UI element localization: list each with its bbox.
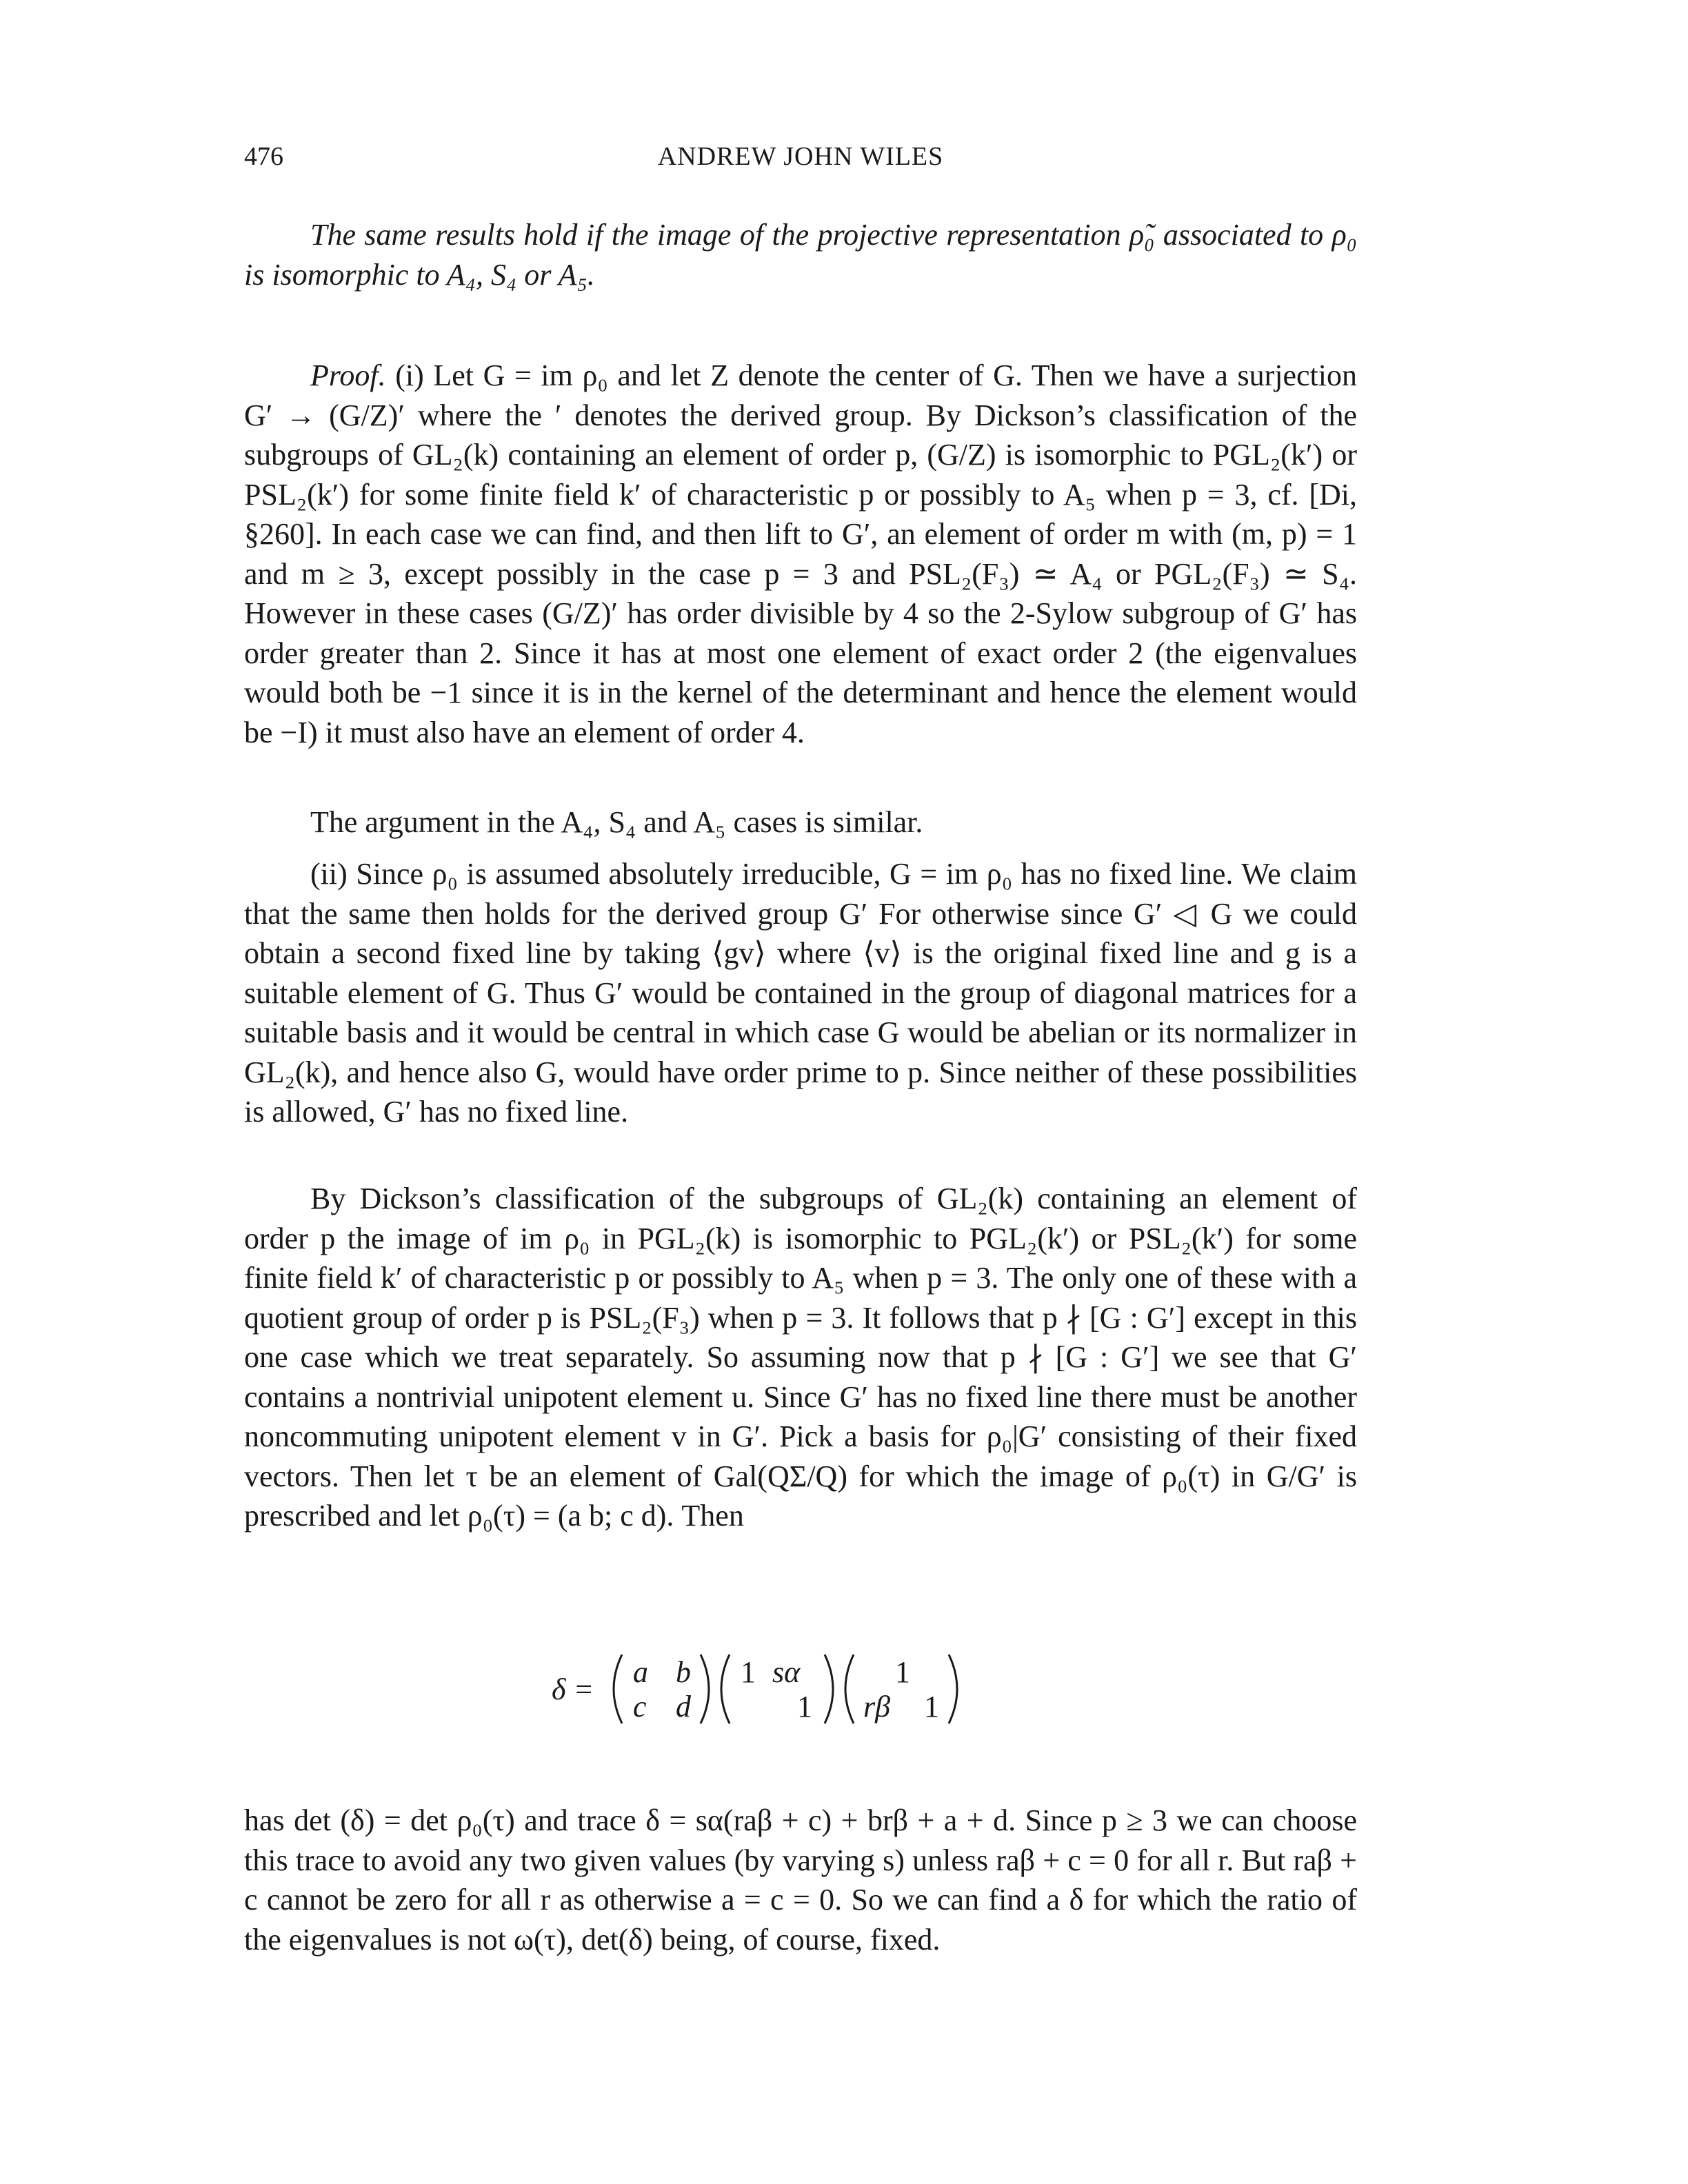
dickson-paragraph-text: By Dickson’s classification of the subgroups of GL₂(k) containing an element of order p the image of im ρ₀ in PGL₂(k) is isomorphic to PGL₂(k′) or PSL₂(k′) for some finite field k′ of characteristic p or possibly to A₅ when p = 3. The only one of these with a quotient group of order p is PSL₂(F₃) when p = 3. It follows that p ∤ [G : G′] except in this one case which we treat separately. So assuming now that p ∤ [G : G′] we see that G′ contains a nontrivial unipotent element u. Since G′ has no fixed line there must be another noncommuting unipotent element v in G′. Pick a basis for ρ₀|G′ consisting of their fixed vectors. Then let τ be an element of Gal(QΣ/Q) for which the image of ρ₀(τ) in G/G′ is prescribed and let ρ₀(τ) = (a b; c d). Then <box>244 1182 1357 1533</box>
matrix2-top-left: 1 <box>741 1655 756 1689</box>
running-head: ANDREW JOHN WILES <box>657 142 944 171</box>
matrix3-right-paren <box>949 1655 957 1723</box>
matrix2-left-paren <box>721 1655 730 1723</box>
proof-label: Proof. <box>310 358 386 392</box>
theorem-tail <box>244 215 1357 294</box>
after-equation-text: has det (δ) = det ρ₀(τ) and trace δ = sα(raβ + c) + brβ + a + d. Since p ≥ 3 we can choose this trace to avoid any two given values (by varying s) unless raβ + c = 0 for all r. But raβ + c cannot be zero for all r as otherwise a = c = 0. So we can find a δ for which the ratio of the eigenvalues is not ω(τ), det(δ) being, of course, fixed. <box>244 1803 1357 1957</box>
matrix1-c: c <box>633 1690 647 1723</box>
matrix1-d: d <box>676 1690 691 1723</box>
cases-sentence-text: The argument in the A₄, S₄ and A₅ cases is similar. <box>310 805 923 839</box>
matrix1-right-paren <box>701 1655 709 1723</box>
matrix1-left-paren <box>614 1655 622 1723</box>
matrix1-b: b <box>676 1655 691 1689</box>
proof-part-ii <box>244 854 1357 1132</box>
delta-equation <box>545 1634 1083 1744</box>
matrix3-left-paren <box>845 1655 854 1723</box>
cases-sentence <box>244 802 1357 842</box>
proof-part-i-text: (i) Let G = im ρ₀ and let Z denote the center of G. Then we have a surjection G′ → (G/Z)′ where the ′ denotes the derived group. By Dickson’s classification of the subgroups of GL₂(k) containing an element of order p, (G/Z) is isomorphic to PGL₂(k′) or PSL₂(k′) for some finite field k′ of characteristic p or possibly to A₅ when p = 3, cf. [Di, §260]. In each case we can find, and then lift to G′, an element of order m with (m, p) = 1 and m ≥ 3, except possibly in the case p = 3 and PSL₂(F₃) ≃ A₄ or PGL₂(F₃) ≃ S₄. However in these cases (G/Z)′ has order divisible by 4 so the 2-Sylow subgroup of G′ has order greater than 2. Since it has at most one element of exact order 2 (the eigenvalues would both be −1 since it is in the kernel of the determinant and hence the element would be −I) it must also have an element of order 4. <box>244 358 1357 749</box>
page-number: 476 <box>244 142 283 171</box>
matrix3-bottom-left: rβ <box>863 1690 891 1723</box>
equation-svg <box>545 1634 1083 1744</box>
matrix2-top-right: sα <box>772 1655 801 1689</box>
matrix2-right-paren <box>825 1655 833 1723</box>
proof-part-ii-text: (ii) Since ρ₀ is assumed absolutely irreducible, G = im ρ₀ has no fixed line. We claim that the same then holds for the derived group G′ For otherwise since G′ ◁ G we could obtain a second fixed line by taking ⟨gv⟩ where ⟨v⟩ is the original fixed line and g is a suitable element of G. Thus G′ would be contained in the group of diagonal matrices for a suitable basis and it would be central in which case G would be abelian or its normalizer in GL₂(k), and hence also G, would have order prime to p. Since neither of these possibilities is allowed, G′ has no fixed line. <box>244 857 1357 1129</box>
page-header <box>244 141 1357 176</box>
theorem-tail-text: The same results hold if the image of the projective representation ρ̃₀ associated to ρ₀ is isomorphic to A₄, S₄ or A₅. <box>244 218 1357 292</box>
matrix1-a: a <box>633 1655 648 1689</box>
matrix3-bottom-right: 1 <box>924 1690 939 1723</box>
equation-lhs: δ = <box>552 1672 594 1706</box>
proof-part-i <box>244 356 1357 752</box>
matrix3-top-left: 1 <box>895 1655 910 1689</box>
dickson-paragraph <box>244 1179 1357 1536</box>
after-equation-paragraph <box>244 1801 1357 1959</box>
matrix2-bottom-right: 1 <box>797 1690 812 1723</box>
